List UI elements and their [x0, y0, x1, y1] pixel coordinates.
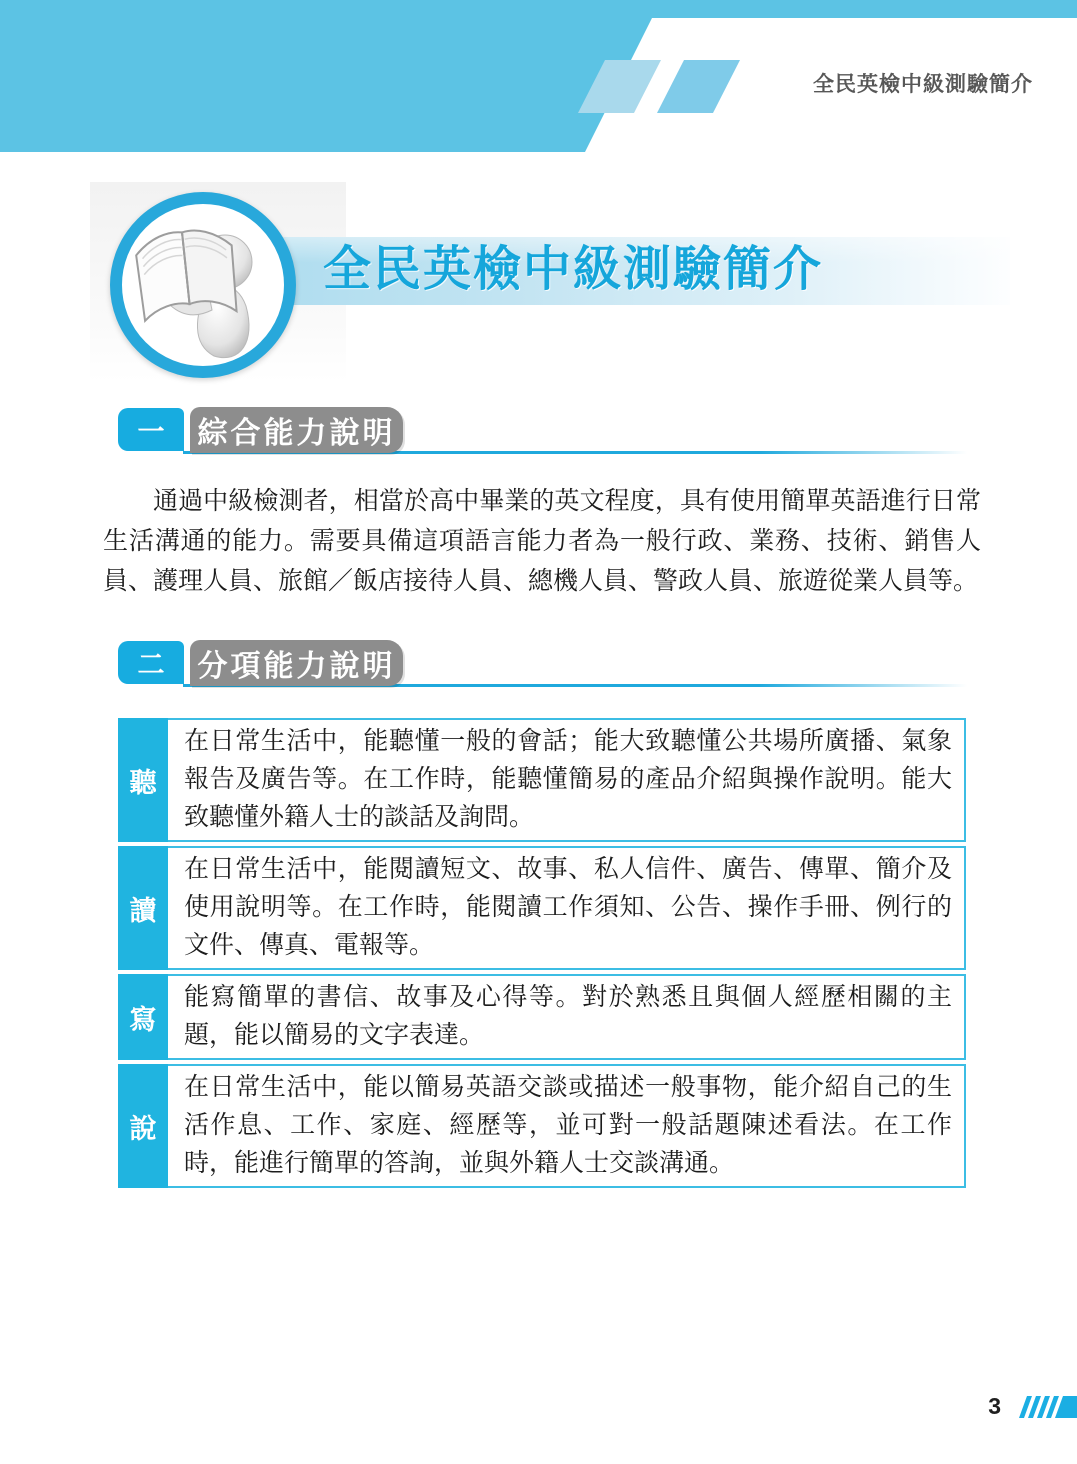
- section-heading-2: [118, 640, 1010, 689]
- row-text-writing: 能寫簡單的書信、故事及心得等。對於熟悉且與個人經歷相關的主題，能以簡易的文字表達。: [168, 974, 966, 1060]
- section-title-badge: 綜合能力說明: [190, 407, 403, 453]
- ability-table: [118, 718, 966, 1188]
- page-number: 3: [988, 1393, 1001, 1419]
- section-number-badge: 一: [118, 408, 184, 451]
- table-row-writing: [118, 974, 966, 1060]
- section-title-badge: 分項能力說明: [190, 640, 403, 686]
- section-1-paragraph: 通過中級檢測者，相當於高中畢業的英文程度，具有使用簡單英語進行日常生活溝通的能力。需要具備這項語言能力者為一般行政、業務、技術、銷售人員、護理人員、旅館／飯店接待人員、總機人員、警政人員、旅遊從業人員等。: [103, 488, 981, 595]
- row-label-writing: 寫: [118, 974, 168, 1060]
- row-label-listening: 聽: [118, 718, 168, 842]
- table-row-speaking: [118, 1064, 966, 1188]
- chapter-title-banner: [203, 237, 1010, 305]
- banner-accent-shape-medium: [657, 60, 740, 113]
- reader-figure-icon: [122, 204, 284, 366]
- row-label-speaking: 說: [118, 1064, 168, 1188]
- running-head: 全民英檢中級測驗簡介: [813, 73, 1033, 96]
- table-row-listening: [118, 718, 966, 842]
- chapter-title: 全民英檢中級測驗簡介: [323, 243, 824, 296]
- chapter-icon: [110, 192, 296, 378]
- section-number-badge: 二: [118, 641, 184, 684]
- table-row-reading: [118, 846, 966, 970]
- section-heading-1: [118, 407, 1010, 456]
- row-label-reading: 讀: [118, 846, 168, 970]
- footer-stripes-icon: [1017, 1396, 1077, 1418]
- row-text-speaking: 在日常生活中，能以簡易英語交談或描述一般事物，能介紹自己的生活作息、工作、家庭、經歷等，並可對一般話題陳述看法。在工作時，能進行簡單的答詢，並與外籍人士交談溝通。: [168, 1064, 966, 1188]
- row-text-reading: 在日常生活中，能閱讀短文、故事、私人信件、廣告、傳單、簡介及使用說明等。在工作時，能閱讀工作須知、公告、操作手冊、例行的文件、傳真、電報等。: [168, 846, 966, 970]
- row-text-listening: 在日常生活中，能聽懂一般的會話；能大致聽懂公共場所廣播、氣象報告及廣告等。在工作時，能聽懂簡易的產品介紹與操作說明。能大致聽懂外籍人士的談話及詢問。: [168, 718, 966, 842]
